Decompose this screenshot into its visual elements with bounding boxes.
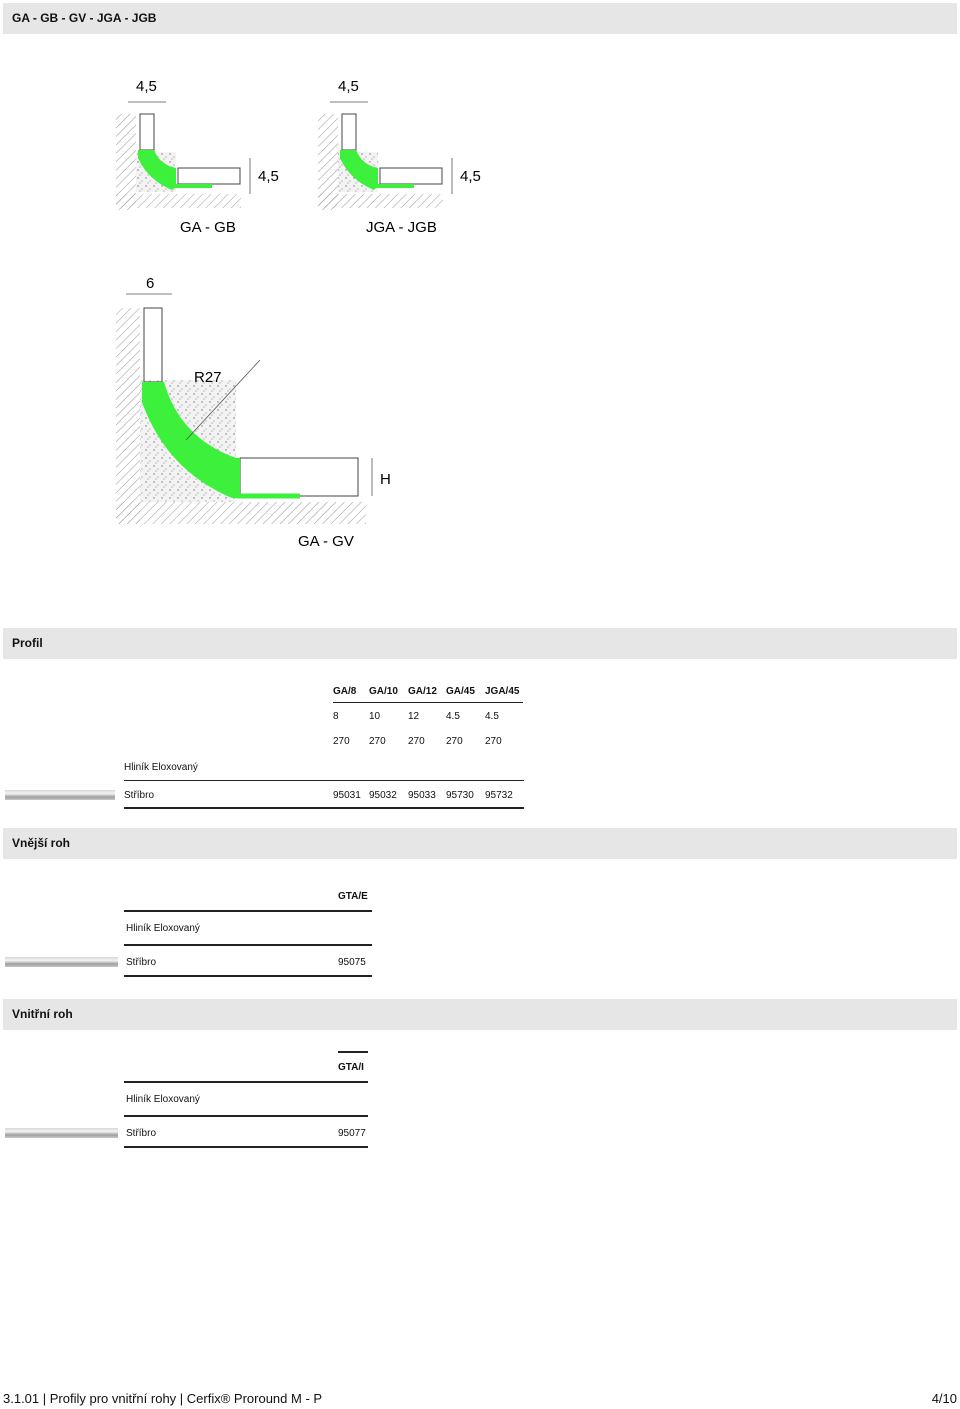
drawing-jga-jgb (318, 78, 481, 236)
silver-swatch (5, 1128, 118, 1138)
height-value: 8 (333, 711, 339, 722)
height-label: H (380, 471, 391, 488)
section-title: Vnější roh (12, 836, 71, 850)
divider (124, 780, 524, 781)
height-value: 12 (408, 711, 420, 722)
length-value: 270 (408, 736, 425, 747)
col-header: GA/12 (408, 686, 437, 697)
product-code: 95032 (369, 790, 397, 801)
dim-width-b: 4,5 (338, 78, 359, 95)
product-code: 95732 (485, 790, 513, 801)
divider (124, 1115, 368, 1117)
section-vnejsi-roh (3, 828, 957, 859)
label-ga-gv: GA - GV (298, 533, 354, 550)
col-header: GTA/I (338, 1062, 364, 1073)
height-value: 10 (369, 711, 381, 722)
silver-swatch (5, 957, 118, 967)
dim-height-b: 4,5 (460, 168, 481, 185)
footer-text: 3.1.01 | Profily pro vnitřní rohy | Cerfix® Proround M - P (3, 1391, 323, 1406)
label-ga-gb: GA - GB (180, 219, 236, 236)
dim-width-a: 4,5 (136, 78, 157, 95)
col-header: GA/8 (333, 686, 357, 697)
finish-label: Stříbro (126, 1128, 157, 1139)
page-header (3, 3, 957, 34)
divider (124, 1146, 368, 1148)
length-value: 270 (369, 736, 386, 747)
divider (124, 807, 524, 809)
section-title: Profil (12, 636, 43, 650)
length-value: 270 (446, 736, 463, 747)
divider (333, 702, 523, 703)
material-label: Hliník Eloxovaný (124, 762, 198, 773)
divider (338, 1051, 368, 1053)
drawing-ga-gv (116, 275, 391, 550)
divider (124, 944, 372, 946)
section-title: Vnitřní roh (12, 1007, 73, 1021)
product-code: 95730 (446, 790, 474, 801)
finish-label: Stříbro (126, 957, 157, 968)
col-header: GTA/E (338, 891, 368, 902)
height-value: 4.5 (485, 711, 499, 722)
length-value: 270 (333, 736, 350, 747)
col-header: JGA/45 (485, 686, 520, 697)
length-value: 270 (485, 736, 502, 747)
material-label: Hliník Eloxovaný (126, 923, 200, 934)
col-header: GA/10 (369, 686, 398, 697)
divider (124, 1081, 368, 1083)
section-vnitrni-roh (3, 999, 957, 1030)
drawing-ga-gb (116, 78, 279, 236)
material-label: Hliník Eloxovaný (126, 1094, 200, 1105)
dim-height-a: 4,5 (258, 168, 279, 185)
dim-width-large: 6 (146, 275, 155, 292)
divider (124, 910, 372, 912)
product-code: 95077 (338, 1128, 366, 1139)
product-code: 95075 (338, 957, 366, 968)
finish-label: Stříbro (124, 790, 155, 801)
page-footer (3, 1391, 957, 1407)
product-code: 95031 (333, 790, 361, 801)
silver-swatch (5, 790, 115, 800)
radius-label: R27 (194, 369, 222, 386)
col-header: GA/45 (446, 686, 475, 697)
divider (124, 975, 372, 977)
label-jga-jgb: JGA - JGB (366, 219, 437, 236)
height-value: 4.5 (446, 711, 460, 722)
page-number: 4/10 (931, 1391, 957, 1406)
profile-drawings (0, 40, 960, 580)
product-code: 95033 (408, 790, 436, 801)
page-title: GA - GB - GV - JGA - JGB (12, 11, 157, 25)
section-profil (3, 628, 957, 659)
